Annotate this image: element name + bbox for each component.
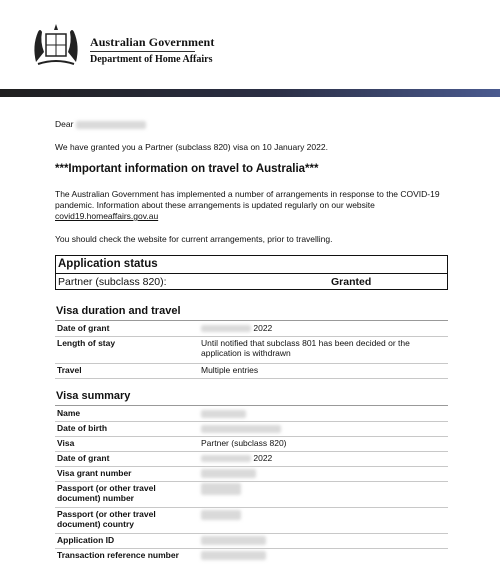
row-label: Passport (or other travel document) number xyxy=(57,483,156,503)
row-label: Name xyxy=(57,408,81,418)
table-row xyxy=(55,549,448,564)
row-label: Visa xyxy=(57,438,75,448)
org-name: Australian Government xyxy=(90,35,215,49)
table-row xyxy=(55,437,448,452)
row-value xyxy=(201,408,446,418)
info-text: The Australian Government has implemented a number of arrangements in response to the COVID-19 pandemic. Information about these arrangements is updated regularly on our website xyxy=(55,189,440,210)
row-label: Date of birth xyxy=(57,423,108,433)
summary-rule xyxy=(55,405,448,406)
redacted-value xyxy=(201,551,266,560)
redacted-value xyxy=(201,536,266,545)
table-row xyxy=(55,467,448,482)
important-heading: ***Important information on travel to Australia*** xyxy=(55,163,319,175)
redacted-name xyxy=(76,121,146,129)
row-value xyxy=(201,509,446,520)
redacted-value xyxy=(201,469,256,478)
table-row xyxy=(55,364,448,379)
table-row xyxy=(55,508,448,534)
coat-of-arms-logo xyxy=(28,22,84,68)
application-status-box xyxy=(55,255,448,290)
date-of-grant-year: 2022 xyxy=(253,453,273,463)
table-row xyxy=(55,482,448,508)
row-label: Transaction reference number xyxy=(57,550,179,560)
table-row xyxy=(55,534,448,549)
status-label: Partner (subclass 820): xyxy=(58,276,167,288)
department-name: Department of Home Affairs xyxy=(90,54,213,65)
table-row xyxy=(55,422,448,437)
row-label: Passport (or other travel document) country xyxy=(57,509,156,529)
info-paragraph xyxy=(55,189,450,222)
row-value xyxy=(201,483,446,495)
redacted-value xyxy=(201,483,241,495)
row-value xyxy=(201,323,446,333)
redacted-value xyxy=(201,425,281,433)
table-row xyxy=(55,322,448,337)
row-label: Date of grant xyxy=(57,453,110,463)
salutation-line xyxy=(55,119,450,130)
covid-website-link[interactable]: covid19.homeaffairs.gov.au xyxy=(55,211,159,221)
status-value: Granted xyxy=(331,276,372,288)
row-value xyxy=(201,535,446,545)
row-label: Visa grant number xyxy=(57,468,132,478)
row-value xyxy=(201,423,446,433)
table-row xyxy=(55,452,448,467)
table-row xyxy=(55,337,448,364)
redacted-value xyxy=(201,325,251,332)
table-row xyxy=(55,407,448,422)
redacted-value xyxy=(201,455,251,462)
row-label: Travel xyxy=(57,365,82,375)
row-value: Partner (subclass 820) xyxy=(201,438,287,448)
date-of-grant-year: 2022 xyxy=(253,323,273,333)
status-divider xyxy=(56,273,447,274)
row-value: Until notified that subclass 801 has been decided or the application is withdrawn xyxy=(201,338,410,358)
row-label: Length of stay xyxy=(57,338,116,348)
check-text: You should check the website for current arrangements, prior to travelling. xyxy=(55,234,333,244)
row-value xyxy=(201,550,446,560)
row-value xyxy=(201,453,446,463)
row-label: Application ID xyxy=(57,535,115,545)
duration-title: Visa duration and travel xyxy=(56,305,181,317)
grant-text: We have granted you a Partner (subclass 820) visa on 10 January 2022. xyxy=(55,142,328,152)
duration-rule xyxy=(55,320,448,321)
org-divider xyxy=(90,51,195,52)
row-label: Date of grant xyxy=(57,323,110,333)
salutation: Dear xyxy=(55,119,74,129)
row-value: Multiple entries xyxy=(201,365,259,375)
summary-title: Visa summary xyxy=(56,390,131,402)
header-banner xyxy=(0,89,500,97)
redacted-value xyxy=(201,410,246,418)
row-value xyxy=(201,468,446,478)
redacted-value xyxy=(201,510,241,520)
status-title: Application status xyxy=(58,258,158,270)
